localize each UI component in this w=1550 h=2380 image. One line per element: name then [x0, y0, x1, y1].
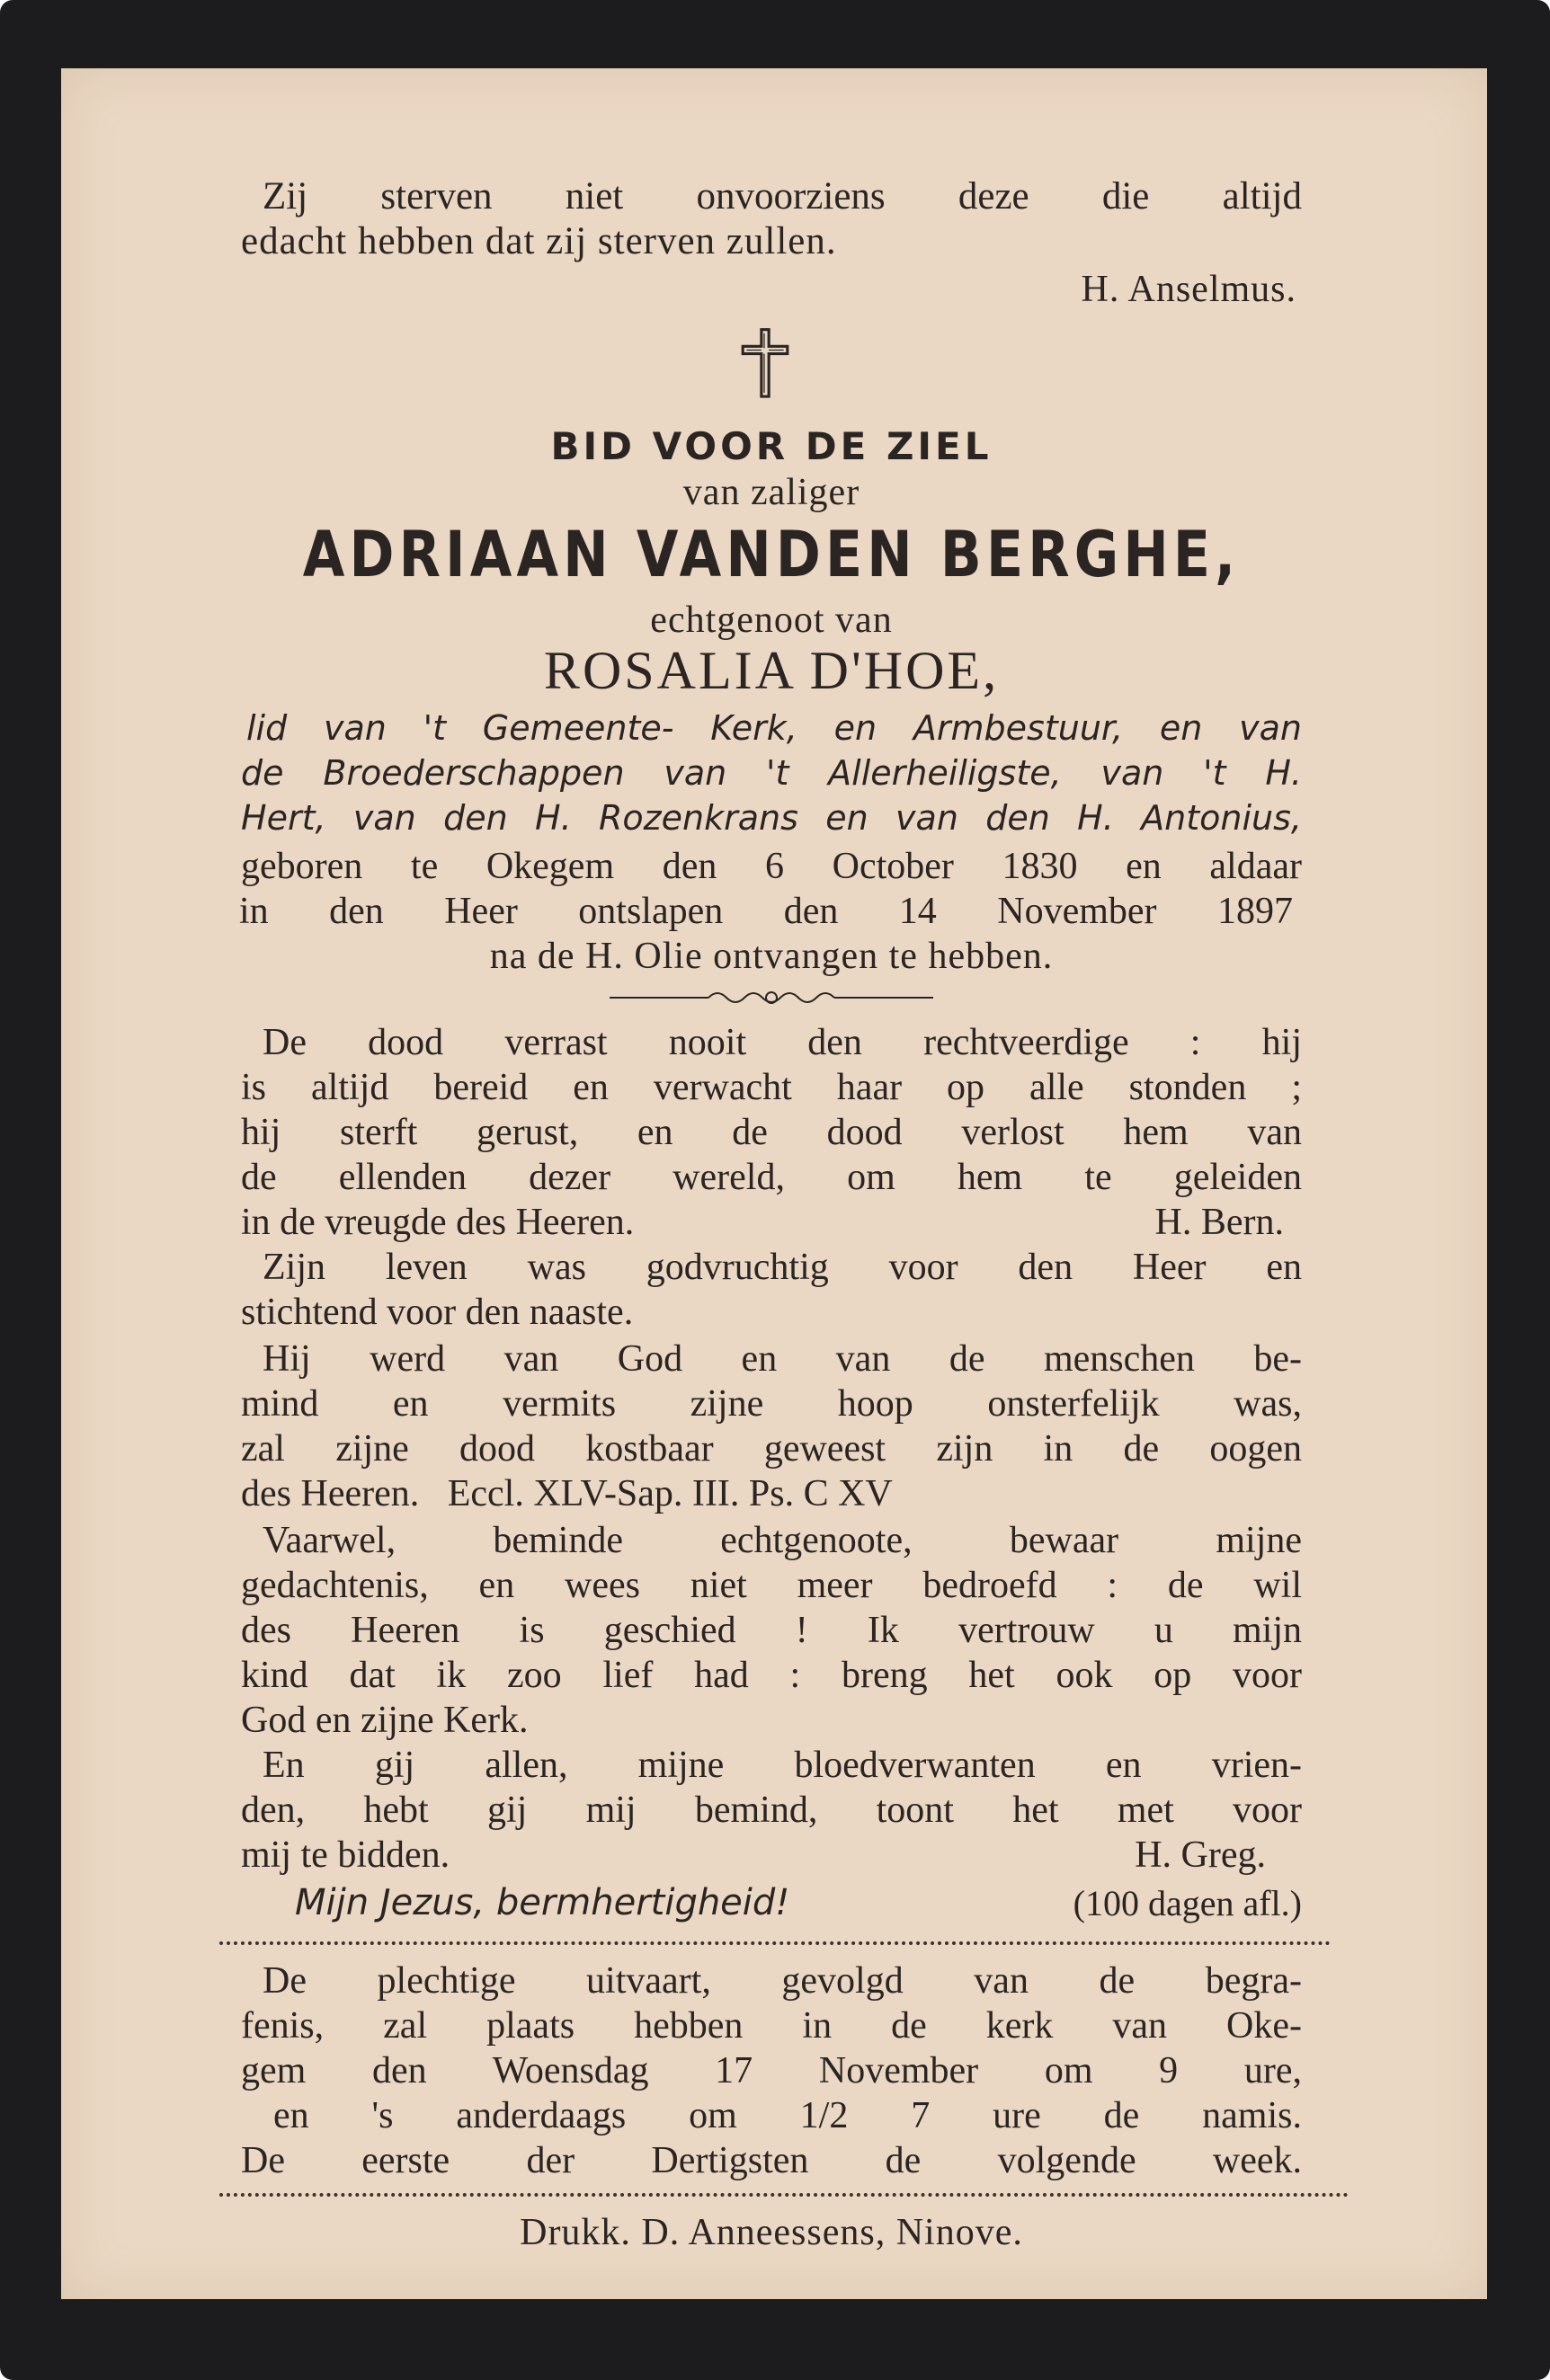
p1-author: H. Bern. [1154, 1202, 1284, 1243]
quote-top-line-2: edacht hebben dat zij sterven zullen. [241, 220, 837, 262]
p5-line-1: En gij allen, mijne bloedverwanten en vrien- [263, 1745, 1302, 1786]
indulgence-note: (100 dagen afl.) [1073, 1883, 1302, 1923]
p4-line-1: Vaarwel, beminde echtgenoote, bewaar mijne [263, 1520, 1302, 1561]
p5-line-3: mij te bidden. [241, 1834, 450, 1876]
card-text [241, 68, 1302, 2299]
p5-author: H. Greg. [1135, 1834, 1266, 1876]
funeral-line-3: gem den Woensdag 17 November om 9 ure, [241, 2050, 1302, 2091]
p4-line-2: gedachtenis, en wees niet meer bedroefd : de wil [241, 1565, 1302, 1606]
p1-line-1: De dood verrast nooit den rechtveerdige : hij [263, 1022, 1302, 1063]
p3-line-4: des Heeren. Eccl. XLV-Sap. III. Ps. C XV [241, 1473, 893, 1514]
funeral-line-5: De eerste der Dertigsten de volgende week. [241, 2140, 1302, 2181]
dotted-separator-1 [219, 1941, 1331, 1945]
pray-heading: BID VOOR DE ZIEL [550, 424, 993, 468]
funeral-line-4: en 's anderdaags om 1/2 7 ure de namis. [273, 2095, 1302, 2136]
spouse-label: echtgenoot van [650, 599, 893, 641]
bio-roman-line-3: na de H. Olie ontvangen te hebben. [489, 936, 1054, 977]
p3-line-3: zal zijne dood kostbaar geweest zijn in de oogen [241, 1428, 1302, 1470]
quote-top-line-1: Zij sterven niet onvoorziens deze die altijd [263, 175, 1302, 218]
dotted-separator-2 [219, 2193, 1349, 2197]
p3-line-1: Hij werd van God en van de menschen be- [263, 1338, 1302, 1380]
late-label: van zaliger [682, 472, 860, 513]
p1-line-2: is altijd bereid en verwacht haar op alle stonden ; [241, 1067, 1302, 1108]
p4-line-5: God en zijne Kerk. [241, 1700, 529, 1741]
p2-line-1: Zijn leven was godvruchtig voor den Heer en [263, 1247, 1302, 1288]
cross-icon [737, 327, 793, 403]
p1-line-5: in de vreugde des Heeren. [241, 1202, 635, 1243]
bio-roman-line-2: in den Heer ontslapen den 14 November 1897 [239, 891, 1293, 932]
p1-line-4: de ellenden dezer wereld, om hem te geleiden [241, 1157, 1302, 1198]
ornament-divider [610, 987, 933, 1008]
card-paper [61, 68, 1487, 2299]
quote-top-author: H. Anselmus. [1081, 269, 1296, 310]
p3-line-2: mind en vermits zijne hoop onsterfelijk was, [241, 1383, 1302, 1425]
p1-line-3: hij sterft gerust, en de dood verlost hem van [241, 1112, 1302, 1153]
bio-line-2: de Broederschappen van 't Allerheiligste, van 't H. [241, 753, 1302, 793]
spouse-name: ROSALIA D'HOE, [543, 641, 1000, 700]
bio-line-3: Hert, van den H. Rozenkrans en van den H. Antonius, [241, 798, 1302, 838]
bio-roman-line-1: geboren te Okegem den 6 October 1830 en aldaar [241, 846, 1302, 887]
deceased-name: ADRIAAN VANDEN BERGHE, [302, 518, 1241, 591]
p5-line-2: den, hebt gij mij bemind, toont het met voor [241, 1789, 1302, 1831]
prayer-line: Mijn Jezus, bermhertigheid! [295, 1882, 790, 1923]
p2-line-2: stichtend voor den naaste. [241, 1292, 634, 1333]
p4-line-3: des Heeren is geschied ! Ik vertrouw u mijn [241, 1610, 1302, 1651]
p4-line-4: kind dat ik zoo lief had : breng het ook op voor [241, 1655, 1302, 1696]
printer-credit: Drukk. D. Anneessens, Ninove. [520, 2212, 1023, 2253]
bio-line-1: lid van 't Gemeente- Kerk, en Armbestuur, en van [246, 708, 1302, 748]
funeral-line-1: De plechtige uitvaart, gevolgd van de begra- [263, 1960, 1302, 2002]
funeral-line-2: fenis, zal plaats hebben in de kerk van Oke- [241, 2005, 1302, 2047]
